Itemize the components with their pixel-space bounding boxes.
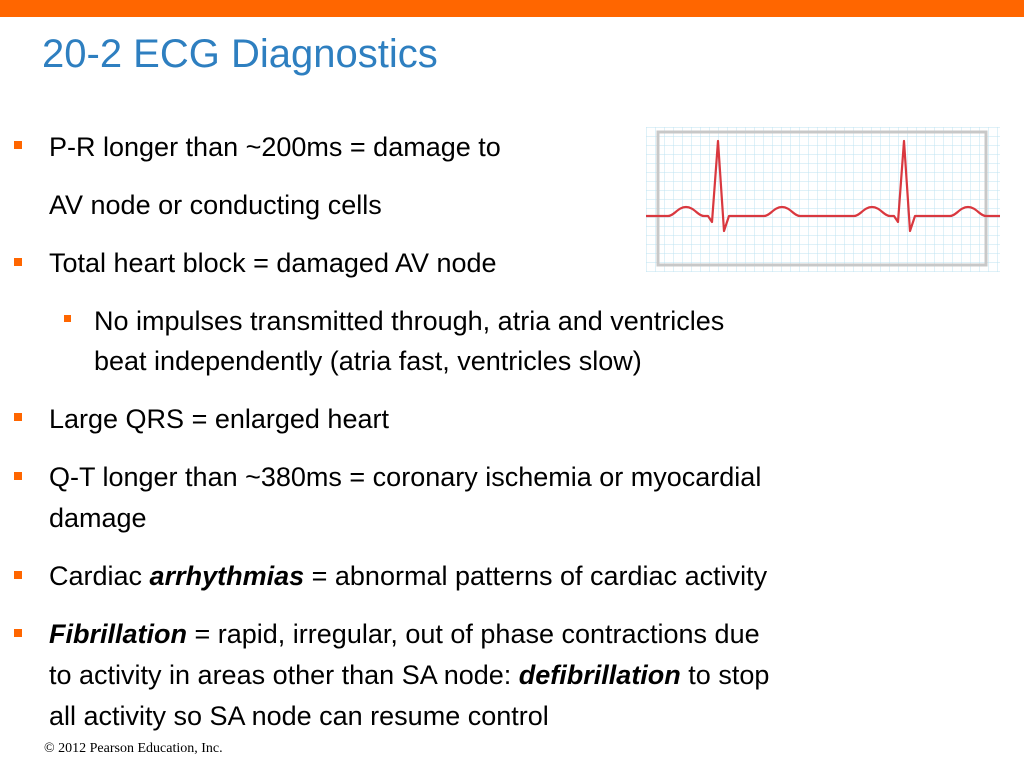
top-accent-bar [0,0,1024,17]
bullet-text [49,557,767,595]
ecg-grid [646,127,1000,272]
term-fibrillation: Fibrillation [49,619,187,649]
bullet-text-plain: = abnormal patterns of cardiac activity [304,561,768,591]
bullet-text-continuation [49,656,769,694]
bullet-marker [14,629,22,637]
bullet-text-plain: = rapid, irregular, out of phase contractions due [187,619,760,649]
bullet-marker [14,258,22,266]
bullet-text-plain: to activity in areas other than SA node: [49,660,519,690]
bullet-text: Q-T longer than ~380ms = coronary ischemia or myocardial [49,462,762,492]
copyright-footer: © 2012 Pearson Education, Inc. [44,741,223,756]
bullet-text-continuation: damage [49,503,147,533]
bullet-marker [14,571,22,579]
ecg-strip-image [646,127,1000,272]
bullet-marker [14,413,22,421]
bullet-marker [14,472,22,480]
bullet-text: Large QRS = enlarged heart [49,404,389,434]
sub-bullet-marker [64,315,71,322]
bullet-text: Total heart block = damaged AV node [49,248,497,278]
term-defibrillation: defibrillation [518,660,681,690]
bullet-text [49,615,760,653]
bullet-text-plain: Cardiac [49,561,150,591]
sub-bullet-text: No impulses transmitted through, atria and ventricles [94,306,725,336]
bullet-text-continuation: AV node or conducting cells [49,190,382,220]
term-arrhythmias: arrhythmias [149,561,305,591]
ecg-figure [646,127,1000,272]
bullet-text-plain: to stop [680,660,770,690]
bullet-text: P-R longer than ~200ms = damage to [49,132,501,162]
slide-title: 20-2 ECG Diagnostics [42,32,438,76]
bullet-text-continuation: all activity so SA node can resume control [49,701,549,731]
bullet-marker [14,141,22,149]
sub-bullet-text-continuation: beat independently (atria fast, ventricles slow) [94,346,642,376]
